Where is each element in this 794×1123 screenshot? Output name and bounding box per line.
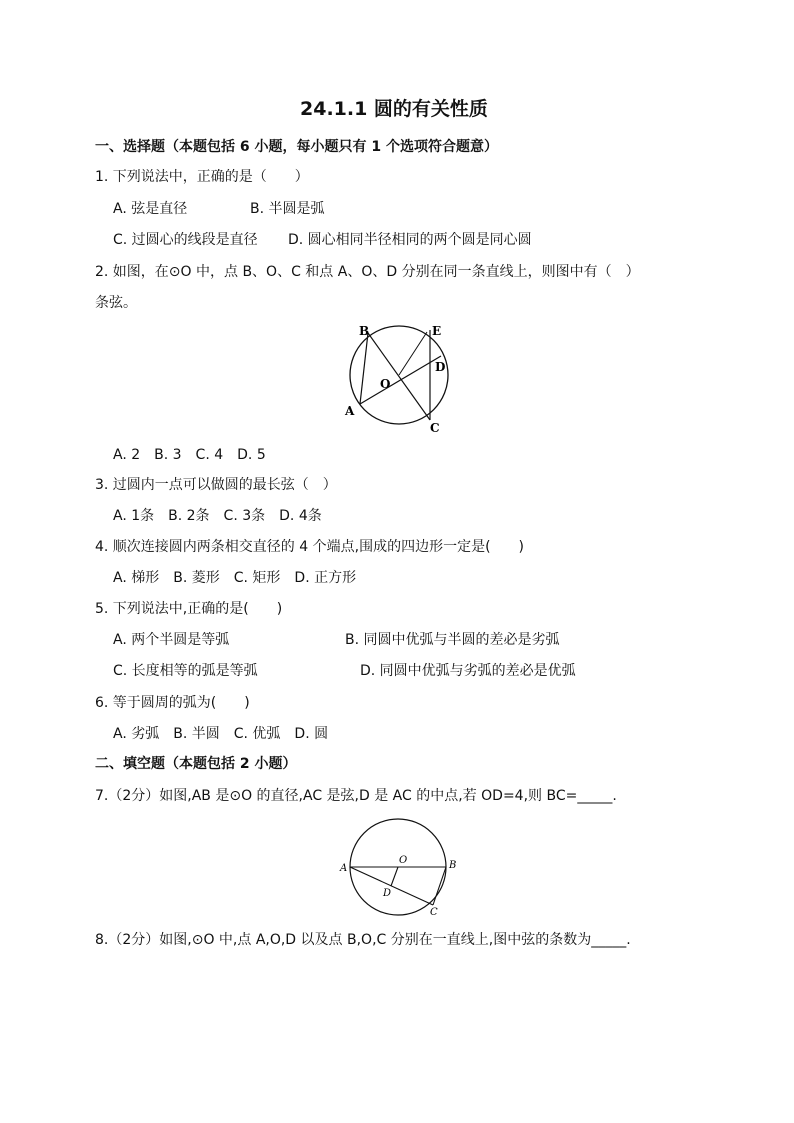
- label-b: B: [359, 324, 370, 338]
- label-c: C: [430, 421, 440, 435]
- chord-bc: [368, 333, 430, 420]
- page-title: 24.1.1 圆的有关性质: [300, 98, 488, 120]
- label-b: B: [449, 860, 457, 871]
- question-7-stem: 7.（2分）如图,AB 是⊙O 的直径,AC 是弦,D 是 AC 的中点,若 OD=4,则 BC=_____.: [95, 788, 617, 804]
- question-5-option-b: B. 同圆中优弧与半圆的差必是劣弧: [345, 632, 560, 648]
- question-5-option-a: A. 两个半圆是等弧: [113, 632, 230, 648]
- question-4-options: A. 梯形 B. 菱形 C. 矩形 D. 正方形: [113, 570, 357, 586]
- label-o: O: [380, 377, 391, 391]
- label-c: C: [430, 907, 438, 918]
- question-5-option-c: C. 长度相等的弧是等弧: [113, 663, 258, 679]
- label-d: D: [435, 360, 446, 374]
- question-3-options: A. 1条 B. 2条 C. 3条 D. 4条: [113, 508, 322, 524]
- question-1-option-c: C. 过圆心的线段是直径: [113, 232, 258, 248]
- label-o: O: [399, 855, 408, 866]
- question-4-stem: 4. 顺次连接圆内两条相交直径的 4 个端点,围成的四边形一定是( ): [95, 539, 524, 555]
- question-5-stem: 5. 下列说法中,正确的是( ): [95, 601, 283, 617]
- segment-od: [391, 867, 398, 886]
- question-1-option-b: B. 半圆是弧: [250, 201, 325, 217]
- chord-ad: [360, 356, 441, 404]
- question-2-stem-line-2: 条弦。: [95, 295, 137, 311]
- section-heading-choice: 一、选择题（本题包括 6 小题，每小题只有 1 个选项符合题意）: [95, 139, 498, 155]
- question-6-options: A. 劣弧 B. 半圆 C. 优弧 D. 圆: [113, 726, 329, 742]
- question-1-stem: 1. 下列说法中，正确的是（ ）: [95, 169, 309, 185]
- question-8-stem: 8.（2分）如图,⊙O 中,点 A,O,D 以及点 B,O,C 分别在一直线上,图中弦的条数为_____.: [95, 932, 631, 948]
- segment-bc: [433, 867, 446, 905]
- question-1-option-a: A. 弦是直径: [113, 201, 188, 217]
- question-2-stem-line-1: 2. 如图，在⊙O 中，点 B、O、C 和点 A、O、D 分别在同一条直线上，则图中有（ ）: [95, 264, 640, 280]
- question-6-stem: 6. 等于圆周的弧为( ): [95, 695, 250, 711]
- question-2-figure: [335, 318, 465, 438]
- question-1-option-d: D. 圆心相同半径相同的两个圆是同心圆: [288, 232, 532, 248]
- label-a: A: [345, 404, 355, 418]
- section-heading-fill-in: 二、填空题（本题包括 2 小题）: [95, 756, 297, 772]
- label-d: D: [383, 888, 392, 899]
- question-7-figure: [335, 812, 465, 922]
- question-3-stem: 3. 过圆内一点可以做圆的最长弦（ ）: [95, 477, 337, 493]
- segment-o-e: [399, 332, 427, 375]
- label-e: E: [432, 324, 442, 338]
- label-a: A: [340, 863, 348, 874]
- question-5-option-d: D. 同圆中优弧与劣弧的差必是优弧: [360, 663, 576, 679]
- question-2-options: A. 2 B. 3 C. 4 D. 5: [113, 447, 266, 463]
